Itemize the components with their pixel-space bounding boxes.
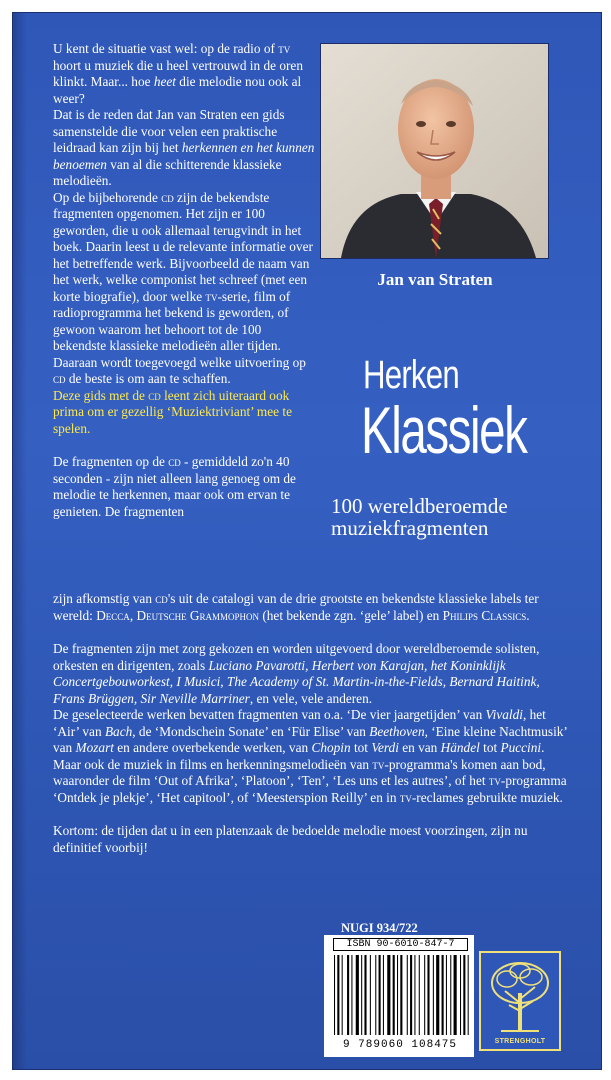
author-photo (321, 44, 548, 258)
book-back-cover (12, 12, 602, 1070)
paragraph-conclusion: Kortom: de tijden dat u in een platenzaak de bedoelde melodie moest voorzingen, zijn nu definitief voorbij! (53, 823, 528, 855)
publisher-logo-label: STRENGHOLT (494, 1038, 546, 1045)
subtitle-line2: muziekfragmenten (331, 516, 489, 540)
author-name: Jan van Straten (377, 270, 493, 289)
paragraph-reason: Dat is de reden dat Jan van Straten een gids samenstelde die voor velen een praktische leidraad kan zijn bij het herkennen en het kunnen benoemen van al die schitterende klassieke melodieën. (53, 107, 315, 188)
paragraph-fragments: De fragmenten op de cd - gemiddeld zo'n 40 seconden - zijn niet alleen lang genoeg om de melodie te herkennen, maar ook om ervan te genieten. De fragmenten (53, 454, 296, 519)
book-subtitle (331, 495, 571, 539)
description-column (53, 41, 315, 520)
tree-icon (481, 953, 559, 1037)
paragraph-works: De geselecteerde werken bevatten fragmenten van o.a. ‘De vier jaargetijden’ van Vivaldi, het ‘Air’ van Bach, de ‘Mondschein Sonate’ en ‘Für Elise’ van Beethoven, ‘Eine kleine Nachtmusik’ van Mozart en andere overbekende werken, van Chopin tot Verdi en van Händel tot Puccini. Maar ook de muziek in films en herkenningsmelodieën van tv-programma's komen aan bod, waaronder de film ‘Out of Afrika’, ‘Platoon’, ‘Ten’, ‘Les uns et les autres’, of het tv-programma ‘Ontdek je plekje’, ‘Het capitool’, of ‘Meesterspion Reilly’ en in tv-reclames gebruikte muziek. (53, 707, 567, 805)
book-title-line2: Klassiek (361, 393, 527, 467)
subtitle-line1: 100 wereldberoemde (331, 494, 508, 518)
paragraph-performers: De fragmenten zijn met zorg gekozen en worden uitgevoerd door wereldberoemde solisten, orkesten en dirigenten, zoals Luciano Pavarotti, Herbert von Karajan, het Koninklijk Concertgebouworkest, I Musici, The Academy of St. Martin-in-the-Fields, Bernard Haitink, Frans Brüggen, Sir Neville Marriner, en vele, vele anderen. (53, 641, 540, 706)
description-full-width (53, 591, 571, 856)
barcode-number: 9 789060 108475 (342, 1039, 458, 1051)
nugi-code: NUGI 934/722 (341, 921, 418, 935)
spine-shadow (13, 13, 27, 1069)
paragraph-cd: Op de bijbehorende cd zijn de bekendste fragmenten opgenomen. Het zijn er 100 geworden, die u ook allemaal terugvindt in het boek. Daarin leest u de relevante informatie over het betreffende werk. Bijvoorbeeld de naam van het werk, welke componist het schreef (met een korte biografie), door welke tv-serie, film of radioprogramma het bekend is geworden, of gewoon waarom het behoort tot de 100 bekendste klassieke melodieën aller tijden. Daaraan wordt toegevoegd welke uitvoering op cd de beste is om aan te schaffen. (53, 189, 313, 386)
isbn-label: ISBN 90-6010-847-7 (333, 938, 468, 951)
book-title-line1: Herken (363, 353, 459, 397)
barcode (330, 955, 470, 1039)
paragraph-trivia-highlight: Deze gids met de cd leent zich uiteraard ook prima om er gezellig ‘Muziektriviant’ mee te spelen. (53, 387, 292, 436)
publisher-logo (479, 951, 561, 1051)
paragraph-intro: U kent de situatie vast wel: op de radio of tv hoort u muziek die u heel vertrouwd in de oren klinkt. Maar... hoe heet die melodie nou ook al weer? (53, 41, 303, 106)
barcode-area (324, 935, 474, 1057)
paragraph-labels: zijn afkomstig van cd's uit de catalogi van de drie grootste en bekendste klassieke labels ter wereld: Decca, Deutsche Grammophon (het bekende zgn. ‘gele’ label) en Philips Classics. (53, 591, 539, 623)
